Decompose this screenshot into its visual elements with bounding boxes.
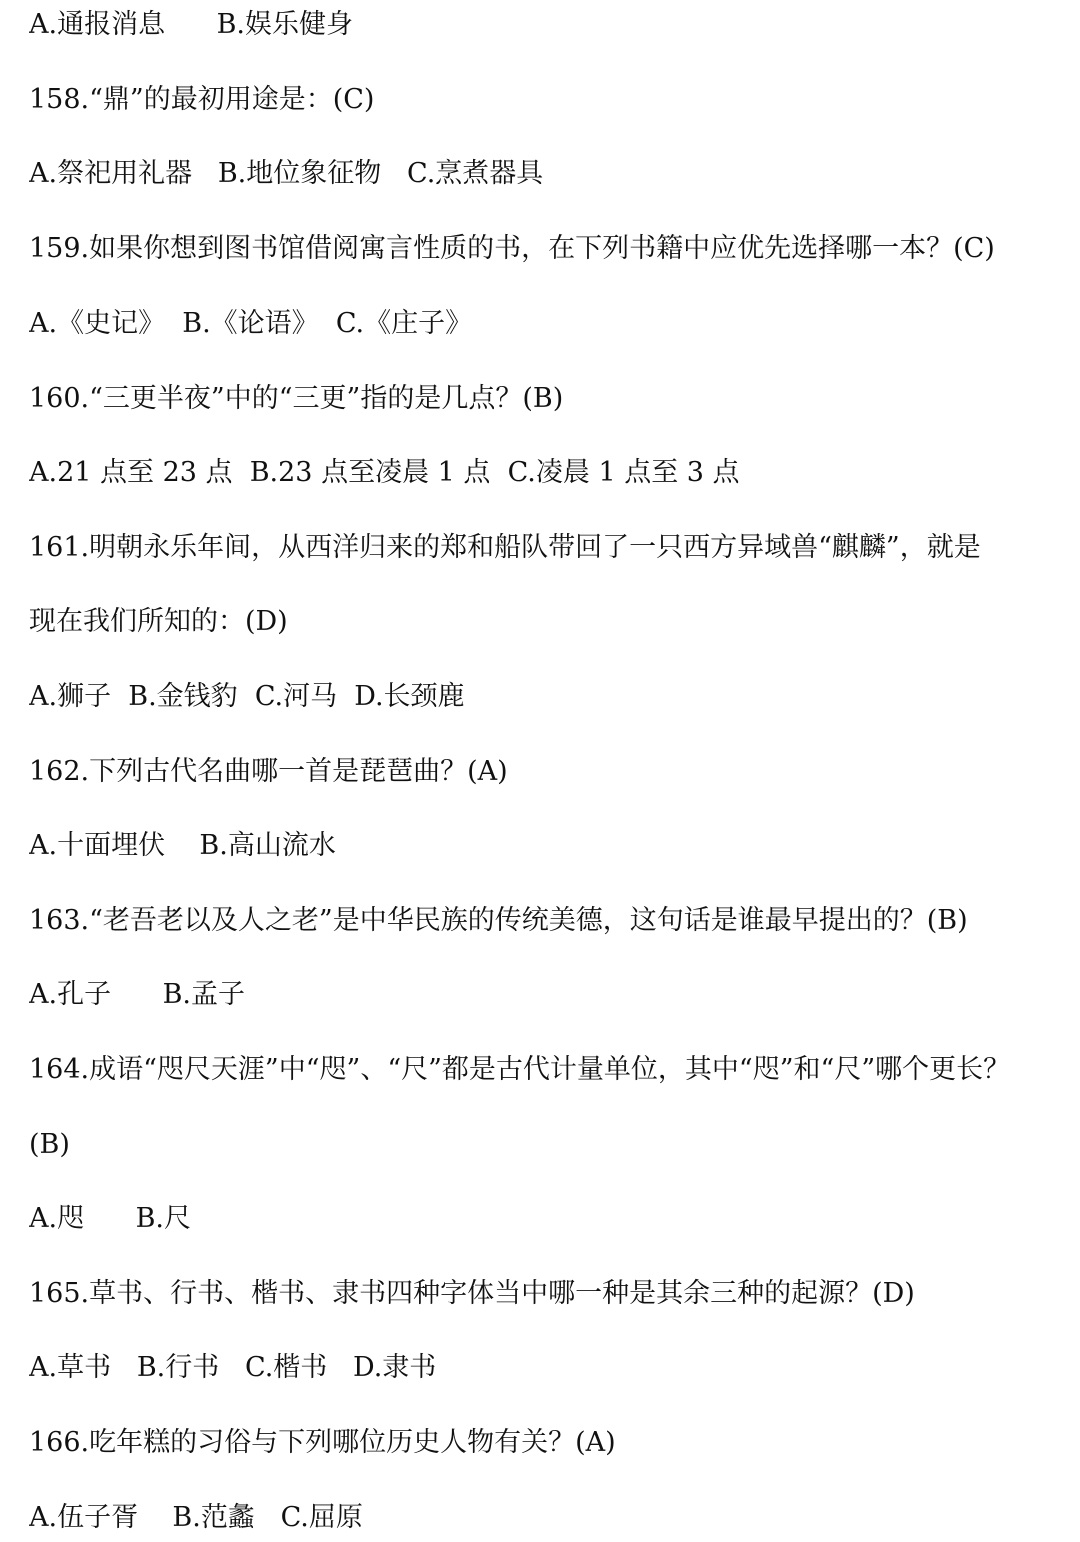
- question-161-line-2: 现在我们所知的：(D): [29, 606, 288, 637]
- options-163: A.孔子 B.孟子: [29, 979, 245, 1010]
- options-162: A.十面埋伏 B.高山流水: [29, 830, 336, 861]
- question-165: 165.草书、行书、楷书、隶书四种字体当中哪一种是其余三种的起源？(D): [29, 1278, 915, 1309]
- question-161-line-1: 161.明朝永乐年间，从西洋归来的郑和船队带回了一只西方异域兽“麒麟”，就是: [29, 532, 981, 563]
- options-160: A.21 点至 23 点 B.23 点至凌晨 1 点 C.凌晨 1 点至 3 点: [29, 457, 740, 488]
- options-161: A.狮子 B.金钱豹 C.河马 D.长颈鹿: [29, 681, 465, 712]
- options-164: A.咫 B.尺: [29, 1203, 191, 1234]
- question-162: 162.下列古代名曲哪一首是琵琶曲？(A): [29, 756, 508, 787]
- options-159: A.《史记》 B.《论语》 C.《庄子》: [29, 308, 473, 339]
- question-159: 159.如果你想到图书馆借阅寓言性质的书，在下列书籍中应优先选择哪一本？(C): [29, 233, 995, 264]
- options-166: A.伍子胥 B.范蠡 C.屈原: [29, 1502, 363, 1533]
- option-line-157: A.通报消息 B.娱乐健身: [29, 9, 353, 40]
- question-163: 163.“老吾老以及人之老”是中华民族的传统美德，这句话是谁最早提出的？(B): [29, 905, 968, 936]
- options-165: A.草书 B.行书 C.楷书 D.隶书: [29, 1352, 437, 1383]
- question-164-line-1: 164.成语“咫尺天涯”中“咫”、“尺”都是古代计量单位，其中“咫”和“尺”哪个更长？: [29, 1054, 1011, 1085]
- question-164-line-2: (B): [29, 1129, 70, 1160]
- question-158: 158.“鼎”的最初用途是：(C): [29, 84, 375, 115]
- question-166: 166.吃年糕的习俗与下列哪位历史人物有关？(A): [29, 1427, 616, 1458]
- question-160: 160.“三更半夜”中的“三更”指的是几点？(B): [29, 383, 564, 414]
- options-158: A.祭祀用礼器 B.地位象征物 C.烹煮器具: [29, 158, 544, 189]
